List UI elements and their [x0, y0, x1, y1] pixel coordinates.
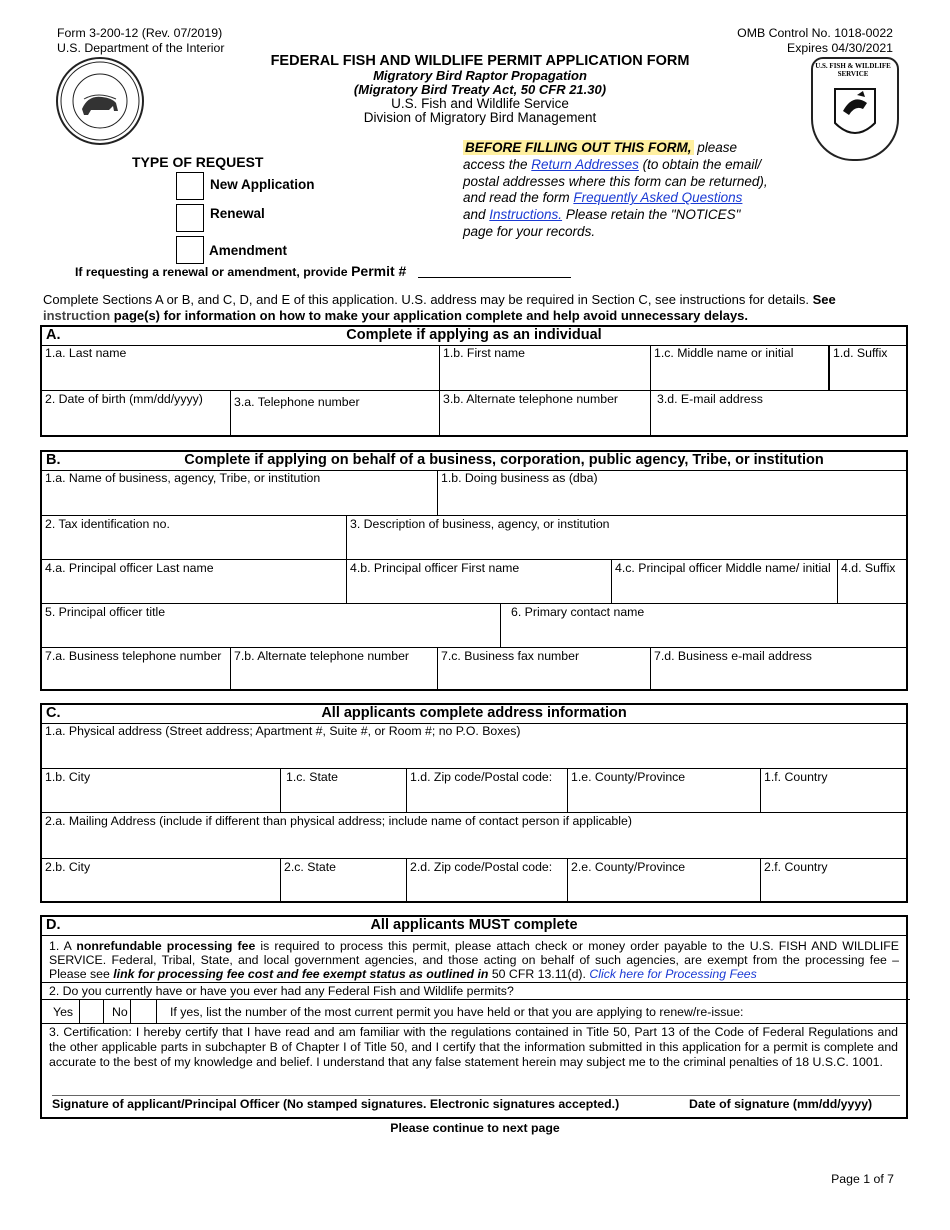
b-business-telephone-field[interactable]: 7.a. Business telephone number	[42, 648, 231, 689]
form-title-block	[180, 53, 780, 125]
section-a	[40, 325, 908, 437]
fee-text: 50 CFR 13.11(d).	[488, 967, 590, 981]
a-date-of-birth-field[interactable]: 2. Date of birth (mm/dd/yyyy)	[42, 391, 231, 435]
b-business-name-field[interactable]: 1.a. Name of business, agency, Tribe, or institution	[42, 470, 438, 516]
c-county-field[interactable]: 1.e. County/Province	[568, 769, 761, 813]
instruction-link[interactable]: instruction	[43, 308, 111, 323]
b-tax-id-field[interactable]: 2. Tax identification no.	[42, 516, 347, 560]
notice-text: please	[693, 140, 738, 155]
permit-history-row	[42, 983, 906, 1024]
new-application-label: New Application	[210, 177, 315, 192]
doi-seal-icon	[56, 57, 144, 145]
instructions-link[interactable]: Instructions.	[489, 207, 563, 223]
b-fax-field[interactable]: 7.c. Business fax number	[438, 648, 651, 689]
permit-history-question: 2. Do you currently have or have you ever had any Federal Fish and Wildlife permits?	[49, 984, 514, 998]
a-last-name-field[interactable]: 1.a. Last name	[42, 345, 440, 391]
renewal-label: Renewal	[210, 206, 265, 221]
b-alt-telephone-field[interactable]: 7.b. Alternate telephone number	[231, 648, 438, 689]
no-checkbox[interactable]	[130, 999, 157, 1023]
row-divider	[42, 999, 910, 1000]
c-country-field[interactable]: 1.f. Country	[761, 769, 906, 813]
notice-text: postal addresses where this form can be returned),	[463, 173, 768, 189]
b-description-field[interactable]: 3. Description of business, agency, or institution	[347, 516, 906, 560]
section-b-key: B.	[46, 452, 61, 468]
omb-block	[737, 26, 893, 56]
amendment-label: Amendment	[209, 243, 288, 258]
return-addresses-link[interactable]: Return Addresses	[531, 156, 639, 172]
notice-text: and read the form	[463, 190, 574, 206]
c-mailing-zip-field[interactable]: 2.d. Zip code/Postal code:	[407, 859, 568, 901]
fee-paragraph	[42, 937, 906, 983]
processing-fees-link[interactable]: Click here for Processing Fees	[589, 967, 757, 981]
form-title: FEDERAL FISH AND WILDLIFE PERMIT APPLICATION FORM	[270, 53, 690, 69]
fee-bold-italic: link for processing fee cost and fee exempt status as outlined in	[113, 967, 489, 981]
section-a-key: A.	[46, 327, 61, 343]
fee-text: is required to process this permit, please attach check or money order payable to the U.S. FISH AND WILDLIFE SERVICE. Federal, Tribal, State, and local government agencies, and those acting on behalf of such agencies, are exempt from the processing fee – Please see	[49, 939, 899, 981]
notice-text: (to obtain the email/	[638, 156, 762, 172]
section-d-header	[42, 917, 906, 936]
fws-emblem-label: U.S. FISH & WILDLIFE SERVICE	[815, 62, 891, 78]
new-application-checkbox[interactable]	[176, 172, 204, 200]
expiration-date: Expires 04/30/2021	[787, 41, 893, 55]
c-mailing-state-field[interactable]: 2.c. State	[281, 859, 407, 901]
yes-label: Yes	[53, 1005, 74, 1019]
page-number: Page 1 of 7	[831, 1172, 894, 1186]
intro-text: Complete Sections A or B, and C, D, and E of this application. U.S. address may be required in Section C, see instructions for details.	[43, 292, 813, 307]
section-d	[40, 915, 908, 1119]
amendment-checkbox[interactable]	[176, 236, 204, 264]
notice-text: Please retain the "NOTICES"	[562, 207, 741, 223]
section-c-title: All applicants complete address information	[321, 705, 627, 721]
fee-text: 1. A	[49, 939, 77, 953]
permit-word: Permit #	[351, 263, 407, 279]
notice-text: and	[463, 207, 490, 223]
intro-paragraph	[43, 292, 913, 324]
section-c-header	[42, 705, 906, 724]
signature-date-label: Date of signature (mm/dd/yyyy)	[689, 1097, 873, 1111]
c-state-field[interactable]: 1.c. State	[281, 769, 407, 813]
permit-number-input[interactable]	[418, 276, 571, 278]
b-officer-suffix-field[interactable]: 4.d. Suffix	[838, 560, 906, 604]
permit-number-question: If yes, list the number of the most current permit you have held or that you are applying to renew/re-issue:	[170, 1005, 744, 1019]
b-officer-last-name-field[interactable]: 4.a. Principal officer Last name	[42, 560, 347, 604]
agency-name: U.S. Fish and Wildlife Service	[391, 96, 569, 111]
signature-line[interactable]	[52, 1095, 900, 1096]
section-b-header	[42, 452, 906, 471]
request-type-heading: TYPE OF REQUEST	[132, 154, 264, 170]
omb-control-number: OMB Control No. 1018-0022	[737, 26, 893, 40]
permit-prompt-text: If requesting a renewal or amendment, provide	[75, 265, 348, 279]
signature-label: Signature of applicant/Principal Officer (No stamped signatures. Electronic signatures accepted.)	[52, 1097, 620, 1111]
section-c-key: C.	[46, 705, 61, 721]
continue-note: Please continue to next page	[390, 1121, 560, 1135]
form-number-block	[57, 26, 224, 56]
section-d-title: All applicants MUST complete	[370, 917, 578, 933]
form-number: Form 3-200-12 (Rev. 07/2019)	[57, 26, 223, 40]
a-telephone-field[interactable]: 3.a. Telephone number	[231, 391, 440, 435]
a-suffix-field[interactable]: 1.d. Suffix	[829, 345, 906, 391]
c-mailing-address-field[interactable]: 2.a. Mailing Address (include if different than physical address; include name of contact person if applicable)	[42, 813, 906, 859]
section-a-header	[42, 327, 906, 346]
section-a-title: Complete if applying as an individual	[346, 327, 602, 343]
yes-checkbox[interactable]	[79, 999, 104, 1023]
c-physical-address-field[interactable]: 1.a. Physical address (Street address; Apartment #, Suite #, or Room #; no P.O. Boxes)	[42, 723, 906, 769]
section-d-key: D.	[46, 917, 61, 933]
section-b	[40, 450, 908, 691]
b-email-field[interactable]: 7.d. Business e-mail address	[654, 649, 812, 663]
c-zip-field[interactable]: 1.d. Zip code/Postal code:	[407, 769, 568, 813]
section-b-title: Complete if applying on behalf of a business, corporation, public agency, Tribe, or institution	[184, 452, 824, 468]
a-first-name-field[interactable]: 1.b. First name	[440, 345, 651, 391]
b-officer-first-name-field[interactable]: 4.b. Principal officer First name	[347, 560, 612, 604]
form-authority: (Migratory Bird Treaty Act, 50 CFR 21.30)	[353, 82, 607, 97]
notice-text: access the	[463, 156, 532, 172]
form-subtitle: Migratory Bird Raptor Propagation	[373, 68, 587, 83]
notice-box	[463, 140, 793, 241]
section-c	[40, 703, 908, 903]
notice-text: page for your records.	[463, 223, 596, 239]
a-middle-name-field[interactable]: 1.c. Middle name or initial	[651, 345, 829, 391]
c-mailing-county-field[interactable]: 2.e. County/Province	[568, 859, 761, 901]
renewal-checkbox[interactable]	[176, 204, 204, 232]
c-city-field[interactable]: 1.b. City	[42, 769, 281, 813]
c-mailing-country-field[interactable]: 2.f. Country	[764, 860, 828, 874]
b-primary-contact-field[interactable]: 6. Primary contact name	[501, 604, 906, 648]
b-dba-field[interactable]: 1.b. Doing business as (dba)	[438, 470, 906, 516]
c-mailing-city-field[interactable]: 2.b. City	[42, 859, 281, 901]
division-name: Division of Migratory Bird Management	[363, 110, 597, 125]
b-officer-middle-name-field[interactable]: 4.c. Principal officer Middle name/ initial	[612, 560, 838, 604]
intro-bold: See	[812, 292, 836, 307]
a-alt-telephone-field[interactable]: 3.b. Alternate telephone number	[440, 391, 651, 435]
permit-number-prompt	[75, 263, 406, 279]
no-label: No	[112, 1005, 128, 1019]
fee-bold: nonrefundable processing fee	[76, 939, 256, 953]
a-email-field[interactable]: 3.d. E-mail address	[657, 392, 763, 406]
certification-paragraph: 3. Certification: I hereby certify that I have read and am familiar with the regulations contained in Title 50, Part 13 of the Code of Federal Regulations and the other applicable parts in subchapter B of Chapter I of Title 50, and I certify that the information submitted in this application for a permit is complete and accurate to the best of my knowledge and belief. I understand that any false statement herein may subject me to the criminal penalties of 18 U.S.C. 1001.	[49, 1025, 898, 1069]
faq-link[interactable]: Frequently Asked Questions	[573, 190, 743, 206]
department-name: U.S. Department of the Interior	[57, 41, 225, 55]
b-officer-title-field[interactable]: 5. Principal officer title	[42, 604, 501, 648]
notice-highlight: BEFORE FILLING OUT THIS FORM,	[465, 140, 692, 155]
intro-bold: page(s) for information on how to make your application complete and help avoid unnecessary delays.	[110, 308, 749, 323]
